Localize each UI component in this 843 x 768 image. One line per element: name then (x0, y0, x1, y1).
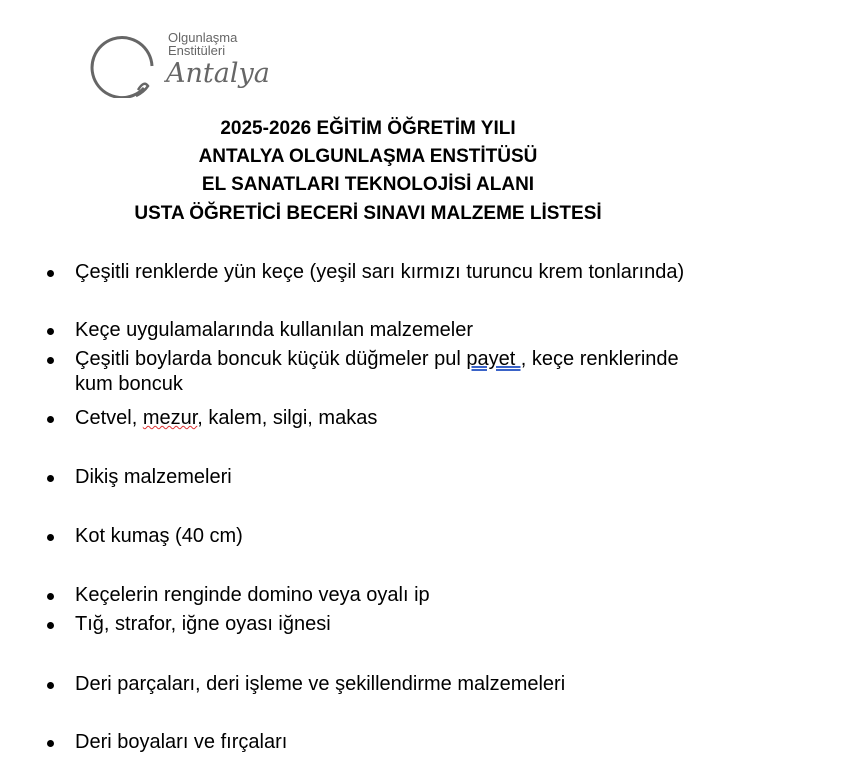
list-item (75, 347, 715, 397)
list-item: Dikiş malzemeleri (75, 465, 715, 490)
list-item: Çeşitli renklerde yün keçe (yeşil sarı kırmızı turuncu krem tonlarında) (75, 260, 715, 285)
logo-text-line2: Enstitüleri (168, 43, 226, 58)
list-item-text: keçe renklerinde kum boncuk (75, 348, 679, 395)
list-item-text: Çeşitli boylarda boncuk küçük düğmeler pul (75, 348, 467, 370)
title-line-1: 2025-2026 EĞİTİM ÖĞRETİM YILI (220, 118, 516, 139)
title-line-3: EL SANATLARI TEKNOLOJİSİ ALANI (201, 174, 535, 195)
list-item: Deri boyaları ve fırçaları (75, 730, 715, 755)
title-line-4: USTA ÖĞRETİCİ BECERİ SINAVI MALZEME LİSTESİ (134, 203, 602, 224)
list-item: Kot kumaş (40 cm) (75, 524, 715, 549)
list-item (75, 406, 715, 431)
logo-ring-icon (88, 28, 168, 98)
list-item: Keçelerin renginde domino veya oyalı ip (75, 583, 715, 608)
grammar-marked-text: payet , (466, 348, 527, 370)
list-item-text: Cetvel, (75, 407, 143, 429)
logo-text-line1: Olgunlaşma (168, 30, 238, 45)
logo-text-line3: Antalya (166, 58, 270, 89)
title-line-2: ANTALYA OLGUNLAŞMA ENSTİTÜSÜ (198, 146, 538, 167)
list-item: Tığ, strafor, iğne oyası iğnesi (75, 612, 715, 637)
institution-logo (88, 28, 288, 98)
list-item-text: , kalem, silgi, makas (197, 407, 378, 429)
spelling-marked-text: mezur (142, 407, 198, 429)
list-item: Keçe uygulamalarında kullanılan malzemeler (75, 318, 715, 343)
list-item: Deri parçaları, deri işleme ve şekillendirme malzemeleri (75, 672, 715, 697)
